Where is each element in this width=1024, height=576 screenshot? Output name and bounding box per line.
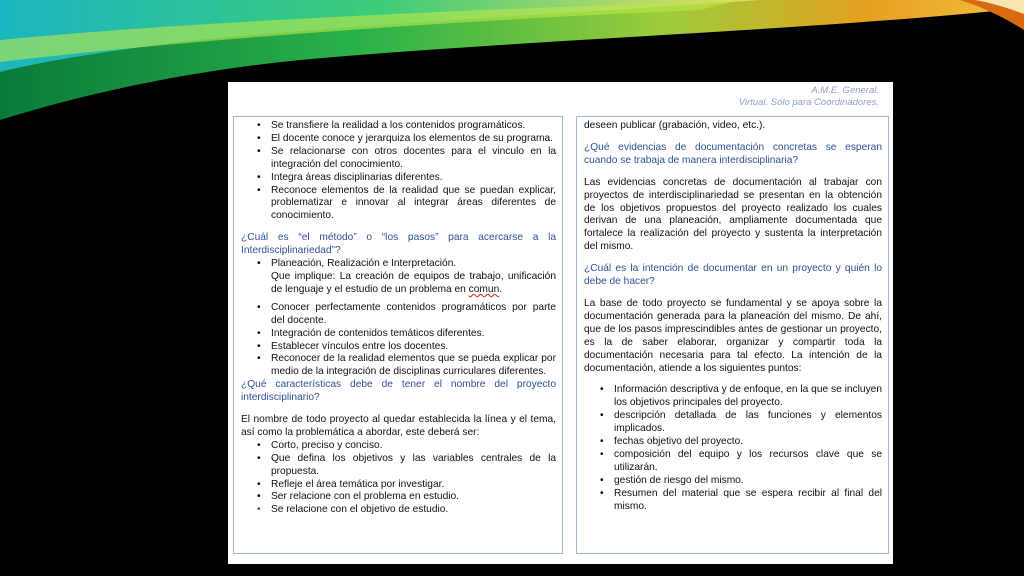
- right-column: [576, 116, 889, 554]
- bullet-list-method: [241, 258, 556, 271]
- list-item: • composición del equipo y los recursos clave que se utilizarán.: [584, 449, 882, 475]
- list-item-text: Planeación, Realización e Interpretación.: [271, 258, 457, 270]
- question-method: ¿Cuál es “el método” o “los pasos” para acercarse a la Interdisciplinariedad”?: [241, 232, 556, 257]
- method-subtext: [241, 271, 556, 297]
- list-item: • Se relacione con el objetivo de estudio.: [241, 504, 556, 517]
- list-item: • Reconocer de la realidad elementos que se pueda explicar por medio de la integración de disciplinas curriculares diferentes.: [241, 353, 556, 379]
- misspelled-word: comun: [468, 283, 500, 295]
- header-line-2: Virtual. Sólo para Coordinadores.: [738, 97, 879, 108]
- list-item: • Información descriptiva y de enfoque, en la que se incluyen los objetivos principales del proyecto.: [584, 384, 882, 410]
- question-evidence: ¿Qué evidencias de documentación concretas se esperan cuando se trabaja de manera interdisciplinaria?: [584, 141, 882, 166]
- header-line-1: A.M.E. General.: [811, 85, 879, 96]
- list-item: • Que defina los objetivos y las variables centrales de la propuesta.: [241, 453, 556, 479]
- paragraph-intention: La base de todo proyecto se fundamental y se apoya sobre la documentación generada para la planeación del mismo. De ahí, que de los pasos imprescindibles antes de gestionar un proyecto, es la de saber elaborar, organizar y compartir toda la documentación necesaria para tal efecto. La intención de la documentación, atiende a los siguientes puntos:: [584, 297, 882, 374]
- question-intention: ¿Cuál es la intención de documentar en un proyecto y quién lo debe de hacer?: [584, 263, 882, 288]
- list-item: • Se relacionarse con otros docentes para el vinculo en la integración del conocimiento.: [241, 146, 556, 172]
- paragraph-evidence: Las evidencias concretas de documentación al trabajar con proyectos de interdisciplinariedad se presentan en la obtención de los objetivos propuestos del proyecto realizado los cuales derivan de una planeación, ampliamente documentada que fortalece la realización del proyecto y sustenta la interpretación del mismo.: [584, 176, 882, 253]
- bullet-list-method-2: [241, 302, 556, 379]
- method-subtext-end: .: [499, 283, 503, 295]
- bullet-list-points: [584, 384, 882, 513]
- document-slide: [228, 82, 893, 564]
- list-item: • Reconoce elementos de la realidad que se puedan explicar, problematizar e innovar al integrar áreas diferentes de conocimiento.: [241, 185, 556, 224]
- list-item: • gestión de riesgo del mismo.: [584, 475, 882, 488]
- question-name: ¿Qué características debe de tener el nombre del proyecto interdisciplinario?: [241, 379, 556, 404]
- list-item: • Resumen del material que se espera recibir al final del mismo.: [584, 488, 882, 514]
- list-item: • El docente conoce y jerarquiza los elementos de su programa.: [241, 133, 556, 146]
- list-item: • Integración de contenidos temáticos diferentes.: [241, 328, 556, 341]
- continued-text: deseen publicar (grabación, video, etc.).: [584, 120, 766, 131]
- list-item: • Establecer vínculos entre los docentes.: [241, 341, 556, 354]
- list-item: • fechas objetivo del proyecto.: [584, 436, 882, 449]
- list-item: • Corto, preciso y conciso.: [241, 440, 556, 453]
- header-note: [739, 85, 879, 109]
- list-item: • Ser relacione con el problema en estudio.: [241, 491, 556, 504]
- left-column: [233, 116, 563, 554]
- method-subtext-main: Que implique: La creación de equipos de trabajo, unificación de lenguaje y el estudio de un problema en: [271, 270, 556, 295]
- paragraph-name: El nombre de todo proyecto al quedar establecida la línea y el tema, así como la problemática a abordar, este deberá ser:: [241, 414, 556, 438]
- list-item: • descripción detallada de las funciones y elementos implicados.: [584, 410, 882, 436]
- list-item: • Se transfiere la realidad a los contenidos programáticos.: [241, 120, 556, 133]
- list-item: • Integra áreas disciplinarias diferentes.: [241, 172, 556, 185]
- list-item: • Refleje el área temática por investigar.: [241, 479, 556, 492]
- list-item: • Conocer perfectamente contenidos programáticos por parte del docente.: [241, 302, 556, 328]
- bullet-list-characteristics: [241, 120, 556, 223]
- list-item: [241, 258, 556, 271]
- bullet-list-name: [241, 440, 556, 517]
